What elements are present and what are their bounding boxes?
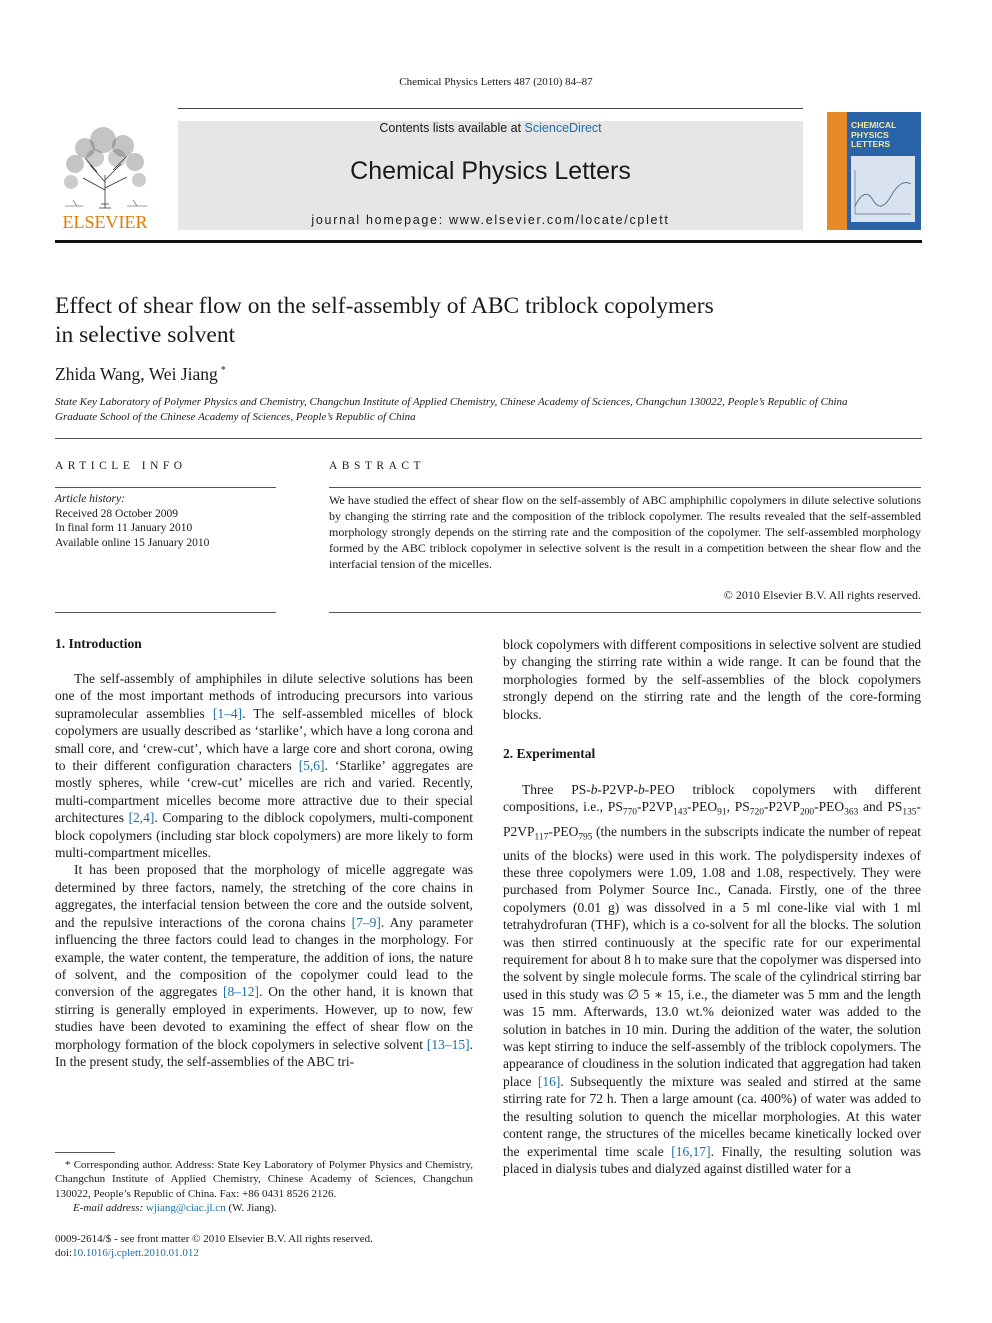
abstract-rule bbox=[329, 487, 921, 488]
introduction-body bbox=[55, 670, 473, 1070]
text: -PEO bbox=[548, 823, 579, 839]
subscript: 795 bbox=[578, 832, 593, 843]
subscript: 91 bbox=[717, 808, 727, 819]
article-info-label: ARTICLE INFO bbox=[55, 460, 187, 472]
history-label: Article history: bbox=[55, 493, 125, 505]
journal-title: Chemical Physics Letters bbox=[350, 157, 631, 185]
cover-side-stripe bbox=[827, 112, 847, 230]
title-line: in selective solvent bbox=[55, 322, 236, 348]
subscript: 363 bbox=[844, 808, 859, 819]
email-label: E-mail address: bbox=[73, 1201, 144, 1214]
text: . Subsequently the mixture was sealed and stirred at the same stirring rate for 72 h. Then a large amount (ca. 400%) of water was added to the resulting solution to quench the micellar morphologies. At this water content range, the structures of the micelles became kinetically locked over the experimental time scale bbox=[503, 1073, 921, 1159]
abstract-copyright: © 2010 Elsevier B.V. All rights reserved. bbox=[723, 588, 921, 602]
introduction-continued: block copolymers with different compositions in selective solvent are studied by changing the stirring rate within a wide range. It can be found that the morphologies formed by the self-assemblies of the block copolymers strongly depend on the stirring rate and the length of the core-forming blocks. bbox=[503, 637, 921, 722]
text: (the numbers in the subscripts indicate the number of repeat units of the blocks) were used in this work. The polydispersity indexes of these three copolymers were 1.09, 1.08 and 1.08, respectively. They were purchased from Polymer Source Inc., Canada. Firstly, one of the three copolymers (0.01 g) was dissolved in a 5 ml cone-like vial with 1 ml tetrahydrofuran (THF), which is a co-solvent for all the blocks. The solution was then stirred continuously at the specific rate for our experimental requirement for about 8 h to make sure that the copolymer was dispersed into the solvent by single molecule forms. The scale of the cylindrical stirring bar used in this study was ∅ 5 ∗ 15, i.e., the diameter was 5 mm and the length was 15 mm. Afterwards, 13.0 wt.% deionized water was added to the solution in batches in 10 min. During the addition of the water, the solution was kept stirring to induce the self-assembly of the triblock copolymers. The appearance of cloudiness in the solution indicated that aggregation had taken place bbox=[503, 823, 922, 1089]
text: -PEO bbox=[814, 799, 845, 815]
affiliation-1: State Key Laboratory of Polymer Physics and Chemistry, Changchun Institute of Applied Chemistry, Chinese Academy of Sciences, Changchun 130022, People’s Republic of China bbox=[55, 396, 848, 408]
subscript: 200 bbox=[799, 808, 815, 819]
article-info-rule bbox=[55, 487, 276, 488]
online-date: Available online 15 January 2010 bbox=[55, 536, 210, 549]
abstract-label: ABSTRACT bbox=[329, 460, 426, 472]
text: -P2VP bbox=[503, 799, 921, 839]
abstract-bottom-rule bbox=[329, 612, 921, 613]
text: Three PS- bbox=[522, 782, 591, 797]
citation-link[interactable]: [8–12] bbox=[223, 984, 260, 1000]
citation-link[interactable]: [1–4] bbox=[212, 705, 243, 721]
citation-link[interactable]: [7–9] bbox=[351, 914, 381, 930]
paragraph bbox=[55, 861, 473, 1070]
journal-reference: Chemical Physics Letters 487 (2010) 84–87 bbox=[399, 76, 593, 88]
section-heading-introduction: 1. Introduction bbox=[55, 636, 142, 651]
citation-link[interactable]: [5,6] bbox=[298, 758, 325, 774]
contents-line bbox=[178, 121, 803, 135]
authors: Zhida Wang, Wei Jiang bbox=[55, 364, 218, 384]
cover-title-line: PHYSICS bbox=[851, 129, 889, 140]
doi-prefix: doi: bbox=[55, 1247, 73, 1260]
text: . ‘Starlike’ aggregates are mostly spheres, while ‘crew-cut’ micelles are rich and varied. Recently, multi-compartment micelles become more attractive due to their special architectures bbox=[55, 758, 473, 826]
contents-prefix: Contents lists available at bbox=[379, 121, 525, 135]
text: . In the present study, the self-assemblies of the ABC tri- bbox=[55, 1036, 473, 1069]
cover-title-line: LETTERS bbox=[851, 139, 891, 149]
sciencedirect-link[interactable]: ScienceDirect bbox=[524, 121, 602, 135]
corresponding-author-footnote bbox=[55, 1158, 473, 1215]
abstract-text: We have studied the effect of shear flow on the self-assembly of ABC amphiphilic copolymers in dilute selective solutions by changing the stirring rate and the composition of the triblock copolymer. The results revealed that the self-assembled morphology strongly depends on the stirring rate and the composition of the copolymer. The self-assembled morphology formed by the ABC triblock copolymer in selective solvent is the result in a competition between the shear flow and the interfacial tension of the micelles. bbox=[329, 493, 921, 571]
text: . Finally, the resulting solution was placed in dialysis tubes and dialyzed against distilled water for a bbox=[503, 1143, 921, 1176]
subscript: 770 bbox=[622, 808, 637, 819]
elsevier-logo[interactable] bbox=[55, 120, 155, 232]
text: It has been proposed that the morphology of micelle aggregate was determined by three factors, namely, the stretching of the core chains in aggregates, the interfacial tension between the core and the outside solvent, and the repulsive interactions of the corona chains bbox=[55, 862, 473, 930]
text: . Comparing to the diblock copolymers, multi-component block copolymers (including star block copolymers) are more likely to form multi-compartment micelles. bbox=[55, 810, 473, 861]
header-rule bbox=[178, 108, 803, 109]
subscript: 117 bbox=[534, 832, 549, 843]
title-line: Effect of shear flow on the self-assembly of ABC triblock copolymers bbox=[55, 293, 714, 319]
received-date: Received 28 October 2009 bbox=[55, 507, 178, 520]
text: -P2VP bbox=[763, 799, 800, 815]
paragraph bbox=[55, 670, 473, 861]
text: and PS bbox=[858, 799, 903, 815]
text: -P2VP bbox=[636, 799, 673, 815]
text: b bbox=[638, 782, 645, 797]
citation-link[interactable]: [16] bbox=[537, 1073, 561, 1089]
subscript: 135 bbox=[902, 808, 917, 819]
article-history bbox=[55, 492, 209, 550]
text: . On the other hand, it is known that stirring is generally employed in experiments. However, up to now, few studies have been devoted to examining the effect of shear flow on the morphology formation of the block copolymers in selective solvent bbox=[55, 984, 473, 1052]
publisher-wordmark: ELSEVIER bbox=[62, 212, 148, 232]
text: . Any parameter influencing the three factors could lead to changes in the morphology. For example, the water content, the temperature, the addition of ions, the nature of solvent, and the composition of the copolymer could lead to the conversion of the aggregates bbox=[55, 914, 473, 1000]
corresponding-author-mark[interactable]: * bbox=[220, 365, 226, 377]
cover-figure-icon bbox=[851, 156, 915, 222]
citation-link[interactable]: [16,17] bbox=[671, 1143, 711, 1159]
affiliation-2: Graduate School of the Chinese Academy of Sciences, People’s Republic of China bbox=[55, 411, 416, 423]
issn-line: 0009-2614/$ - see front matter © 2010 Elsevier B.V. All rights reserved. bbox=[55, 1233, 373, 1245]
journal-cover[interactable] bbox=[827, 112, 921, 230]
final-form-date: In final form 11 January 2010 bbox=[55, 522, 193, 534]
footnote-text: Corresponding author. Address: State Key Laboratory of Polymer Physics and Chemistry, Changchun Institute of Applied Chemistry, Chinese Academy of Sciences, Changchun 130022, People’s Republic of China. Fax: +86 0431 8526 2126. bbox=[55, 1159, 473, 1200]
footnote-mark: * bbox=[65, 1159, 71, 1171]
text: -PEO triblock copolymers with different compositions, i.e., PS bbox=[503, 782, 921, 815]
header-divider bbox=[55, 240, 922, 243]
text: -PEO bbox=[687, 799, 718, 815]
article-identifiers bbox=[55, 1232, 373, 1260]
cover-title bbox=[851, 121, 896, 150]
section-heading-experimental: 2. Experimental bbox=[503, 746, 596, 761]
author-list bbox=[55, 364, 226, 385]
text: b bbox=[590, 782, 598, 797]
cover-title-line: CHEMICAL bbox=[851, 120, 897, 130]
citation-link[interactable]: [2,4] bbox=[128, 810, 155, 826]
text: -P2VP- bbox=[597, 782, 639, 797]
subscript: 143 bbox=[673, 808, 688, 819]
elsevier-tree-icon bbox=[55, 120, 155, 232]
article-title bbox=[55, 292, 815, 350]
doi-link[interactable]: 10.1016/j.cplett.2010.01.012 bbox=[72, 1247, 199, 1260]
text: , PS bbox=[726, 799, 750, 815]
experimental-body bbox=[503, 781, 921, 1177]
email-link[interactable]: wjiang@ciac.jl.cn bbox=[145, 1201, 226, 1214]
text: . The self-assembled micelles of block copolymers are usually described as ‘starlike’, which have a long corona and small core, and ‘crew-cut’, which have a large core and short corona, owing to their different configuration characters bbox=[55, 705, 473, 774]
affiliation-rule bbox=[55, 438, 922, 439]
footnote-rule bbox=[55, 1152, 115, 1153]
journal-homepage[interactable]: journal homepage: www.elsevier.com/locate/cplett bbox=[311, 213, 670, 227]
text: The self-assembly of amphiphiles in dilute selective solutions has been one of the most important methods of introducing precursors into various supramolecular assemblies bbox=[55, 671, 473, 721]
article-info-bottom-rule bbox=[55, 612, 276, 613]
citation-link[interactable]: [13–15] bbox=[426, 1036, 470, 1052]
email-suffix: (W. Jiang). bbox=[228, 1201, 277, 1214]
subscript: 720 bbox=[749, 808, 764, 819]
cover-graphic bbox=[851, 156, 915, 222]
